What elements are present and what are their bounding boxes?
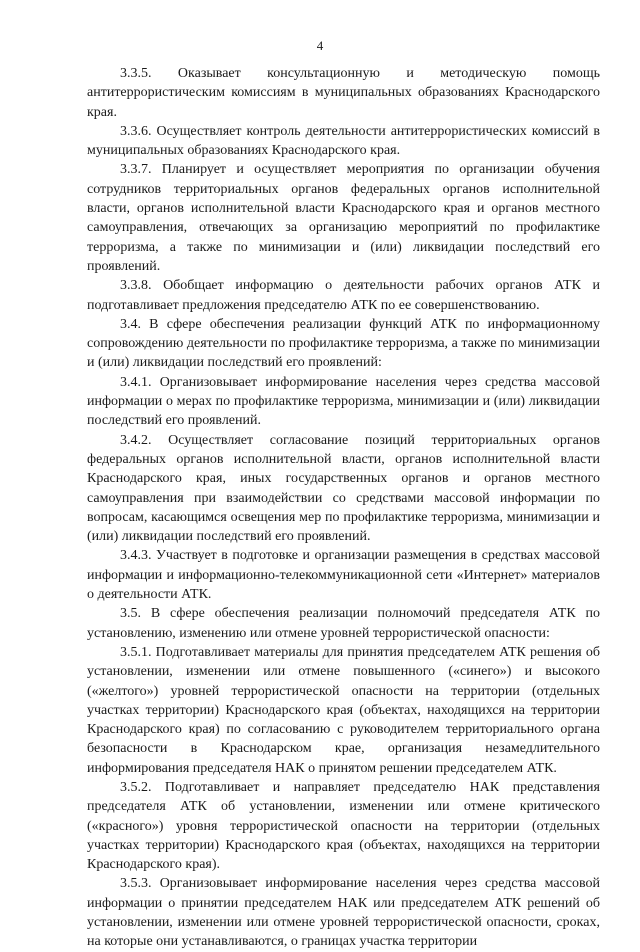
- paragraph-3-3-6: 3.3.6. Осуществляет контроль деятельности антитеррористических комиссий в муниципальных образованиях Краснодарского края.: [87, 123, 600, 159]
- page-number: 4: [316, 38, 324, 53]
- paragraph-3-4-1: 3.4.1. Организовывает информирование населения через средства массовой информации о мерах по профилактике терроризма, минимизации и (или) ликвидации последствий его проявлений.: [87, 374, 600, 429]
- paragraph-3-5: 3.5. В сфере обеспечения реализации полномочий председателя АТК по установлению, изменению или отмене уровней террористической опасности:: [87, 606, 600, 641]
- paragraph-3-4: 3.4. В сфере обеспечения реализации функций АТК по информационному сопровождению деятельности по профилактике терроризма, а также по минимизации и (или) ликвидации последствий его проявлений:: [87, 316, 600, 371]
- paragraph-3-5-1: 3.5.1. Подготавливает материалы для принятия председателем АТК решения об установлении, изменении или отмене повышенного («синего») и высокого («желтого») уровней террористической опасности на территории (отдельных участках территории) Краснодарского края (объектах, находящихся на территории Краснодарского края) по согласованию с руководителем территориального органа безопасности в Краснодарском крае, организация незамедлительного информирования председателя НАК о принятом решении председателем АТК.: [87, 644, 600, 776]
- paragraph-3-5-3: 3.5.3. Организовывает информирование населения через средства массовой информации о принятии председателем НАК или председателем АТК решений об установлении, изменении или отмене уровней террористической опасности, сроках, на которые они устанавливаются, о границах участка территории: [87, 876, 600, 950]
- paragraph-3-3-8: 3.3.8. Обобщает информацию о деятельности рабочих органов АТК и подготавливает предложения председателю АТК по ее совершенствованию.: [87, 278, 600, 313]
- paragraph-3-4-3: 3.4.3. Участвует в подготовке и организации размещения в средствах массовой информации и информационно-телекоммуникационной сети «Интернет» материалов о деятельности АТК.: [87, 548, 600, 603]
- paragraph-3-5-2: 3.5.2. Подготавливает и направляет председателю НАК представления председателя АТК об установлении, изменении или отмене критического («красного») уровня террористической опасности на территории (отдельных участках территории) Краснодарского края (объектах, находящихся на территории Краснодарского края).: [87, 779, 600, 873]
- paragraph-3-3-5: 3.3.5. Оказывает консультационную и методическую помощь антитеррористическим комиссиям в муниципальных образованиях Краснодарского края.: [87, 66, 600, 120]
- paragraph-3-4-2: 3.4.2. Осуществляет согласование позиций территориальных органов федеральных органов исполнительной власти, органов исполнительной власти Краснодарского края, иных государственных органов и органов местного самоуправления при взаимодействии со средствами массовой информации по вопросам, касающимся освещения мер по профилактике терроризма, минимизации и (или) ликвидации последствий его проявлений.: [87, 432, 600, 545]
- document-body: [87, 64, 600, 952]
- paragraph-3-3-7: 3.3.7. Планирует и осуществляет мероприятия по организации обучения сотрудников территориальных органов федеральных органов исполнительной власти, органов исполнительной власти Краснодарского края и органов местного самоуправления, отвечающих за организацию мероприятий по профилактике терроризма, а также по минимизации и (или) ликвидации последствий его проявлений.: [87, 162, 600, 274]
